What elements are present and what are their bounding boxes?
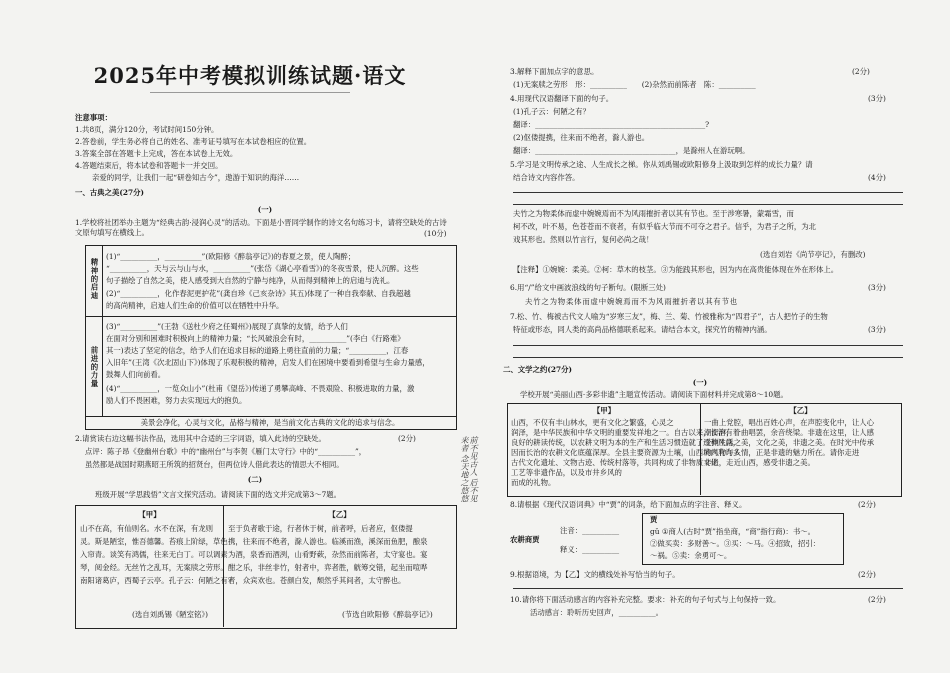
question-4: 4.用现代汉语翻译下面的句子。: [510, 94, 614, 103]
answer-line: [513, 345, 903, 346]
greeting: 亲爱的同学，让我们一起“研卷知古今”，遨游于知识的海洋……: [92, 173, 300, 182]
material-yi-line: 一曲上党腔，唱出百姓心声，在声腔变化中，让人心: [704, 418, 874, 427]
bing-line: 戏其形也。然则以竹言行，复何必尚之哉！: [513, 235, 654, 244]
note-item: 3.答案全部在答题卡上完成，答在本试卷上无效。: [75, 149, 238, 158]
question-5-score: (4分): [868, 173, 886, 182]
subsection-1: (一): [257, 205, 273, 214]
card-line: 入旧年”(王湾《次北固山下》)体现了乐观积极的精神，启发人们在困境中要看到希望与生命力量感，: [106, 358, 430, 367]
material-yi-line: 潮澎湃，一曲唱罢，余音绕梁。非遗在这里，让人感: [704, 428, 874, 437]
question-7-score: (3分): [868, 325, 886, 334]
dictionary-char: 贾: [650, 515, 658, 524]
bing-line: 柯不改，叶不易，色苍苍而不衰者，有似乎临大节而不可夺之君子。信乎，为君子之所，为北: [513, 222, 817, 231]
jia-line: 灵。斯是陋室，惟吾德馨。苔痕上阶绿，草色: [80, 537, 228, 546]
card-line: 鼓舞人们向前看。: [106, 370, 166, 379]
question-8-pinyin: 注音：__________: [560, 526, 620, 535]
material-jia-line: 润泽，是中华民族和中华文明的重要发祥地之一。自古以来，长治有着: [511, 428, 741, 437]
note-item: 1.共8页，满分120分，考试时间150分钟。: [75, 125, 219, 134]
dictionary-line: ②做买卖：多财善～。③买：～马。④招致，招引：: [650, 539, 820, 548]
question-8-score: (2分): [858, 500, 876, 509]
question-4-score: (3分): [868, 94, 886, 103]
bing-line: 夫竹之为物柔体而虚中婉婉焉而不为风雨摧折者以其有节也。至于涉寒暑，蒙霜雪，而: [513, 209, 794, 218]
answer-line: [513, 588, 903, 589]
jia-source: (选自刘禹锡《陋室铭》): [132, 610, 208, 619]
card-divider: [102, 245, 103, 416]
question-5: 5.学习是文明传承之途、人生成长之梯。你从刘禹锡或欧阳修身上汲取到怎样的成长力量？请: [510, 160, 813, 169]
card-line: 其一)表达了坚定的信念，给予人们在追求目标的道路上勇往直前的力量；“__________，江春: [106, 346, 409, 355]
question-10-line: 活动感言：聆听历史回声，__________。: [530, 608, 664, 617]
title-divider: [150, 92, 350, 93]
question-4a: (1)孔子云：何陋之有？: [513, 107, 590, 116]
card-line: (4)“__________，一览众山小”(杜甫《望岳》)传递了勇攀高峰、不畏艰险、积极进取的力量，激: [106, 384, 415, 393]
section-1-title: 一、古典之美(27分): [75, 188, 145, 197]
yi-line: 酣之乐，非丝非竹，射者中，弈者胜，觥筹交错，起坐而喧哗: [228, 563, 428, 572]
yi-line: 为酒，泉香而酒洌，山肴野蔌，杂然而前陈者，太守宴也。宴: [228, 550, 428, 559]
question-2-line: 虽然都是战国时期燕昭王所筑的招贤台，但两位诗人借此表达的情思大不相同。: [85, 460, 344, 469]
card-line: (2)“__________，化作春泥更护花”(龚自珍《己亥杂诗》其五)体现了一种自我奉献、自我超越: [106, 289, 411, 298]
question-5-cont: 结合诗文内容作答。: [513, 173, 580, 182]
activity-intro: 学校开展“美丽山西·多彩非遗”主题宣传活动。请阅读下面材料并完成第8～10题。: [520, 390, 788, 399]
question-6-sentence: 夫竹之为物柔体而虚中婉婉焉而不为风雨摧折者以其有节也: [525, 297, 738, 306]
jia-line: 南阳诸葛庐，西蜀子云亭。孔子云：何陋之有？: [80, 576, 236, 585]
material-jia-heading: 【甲】: [592, 406, 616, 415]
card-line: 句子描绘了自然之美，使人感受到大自然的宁静与纯净，从而得到精神上的启迪与洗礼。: [106, 276, 395, 285]
question-8: 8.请根据《现代汉语词典》中“贾”的词条，给下面加点的字注音、释义。: [510, 500, 747, 509]
question-2: 2.请赏读右边这幅书法作品，选用其中合适的三字词语，填入此诗的空缺处。: [75, 434, 326, 443]
material-jia-line: 工艺等非遗作品，以及市井乡风的: [511, 468, 622, 477]
material-jia-line: 因而长治的农耕文化底蕴深厚。全县主要资源为土壤，山西境内有许多: [511, 448, 741, 457]
question-7-cont: 特征或形态，同人类的高尚品格德联系起来。请结合本文，探究竹的精神内涵。: [513, 325, 772, 334]
exam-title: 2025年中考模拟训练试题·语文: [93, 63, 407, 88]
answer-line: [513, 204, 903, 205]
question-9-score: (2分): [858, 570, 876, 579]
card-label-bottom: 前进的力量: [90, 346, 99, 388]
jia-line: 入帘青。谈笑有鸿儒，往来无白丁。可以调素: [80, 550, 228, 559]
question-4b: (2)伛偻提携，往来而不绝者，滁人游也。: [513, 133, 650, 142]
answer-line: [513, 357, 903, 358]
material-jia-line: 古代文化遗址、文物古迹、传统村落等，共同构成了非物质文化: [511, 458, 718, 467]
material-yi-line: 非遗，走近山西，感受非遗之美。: [704, 458, 815, 467]
question-1-score: (10分): [424, 229, 447, 238]
card-label-top: 精神的启迪: [90, 258, 99, 300]
question-6-score: (3分): [868, 283, 886, 292]
yi-source: (节选自欧阳修《醉翁亭记》): [342, 610, 433, 619]
question-1: 1.学校将社团举办主题为“经典古韵·浸润心灵”的活动。下面是小晋同学制作的诗文名句练习卡，请将空缺处的古诗文原句填写在横线上。: [75, 218, 447, 237]
question-8-phrase: 农耕商贾: [510, 535, 540, 544]
annotation: 【注释】①婉婉：柔美。②柯：草木的枝茎。③为能践其形也，因为内在高贵能体现在外在形体上。: [513, 265, 839, 274]
yi-line: 至于负者歌于途，行者休于树，前者呼，后者应，伛偻提: [228, 524, 413, 533]
dictionary-line: ～祸。⑤卖：余勇可～。: [650, 551, 732, 560]
answer-line: [513, 192, 903, 193]
card-line: (3)“__________”(王勃《送杜少府之任蜀州》)展现了真挚的友情，给予人们: [106, 322, 348, 331]
calligraphy-image: 前不见古人 后不见来者 念天地之悠悠: [460, 436, 478, 503]
card-separator: [85, 316, 456, 317]
card-separator: [85, 416, 456, 417]
material-yi-heading: 【乙】: [789, 406, 812, 415]
card-line: 励人们不畏困难，努力去实现远大的抱负。: [106, 396, 247, 405]
material-yi-line: 的风物与人情，正是非遗的魅力所在。请你走进: [704, 448, 860, 457]
section-2-sub: (一): [692, 378, 708, 387]
question-3: 3.解释下面加点字的意思。: [510, 67, 599, 76]
jia-line: 山不在高，有仙则名。水不在深，有龙则: [80, 524, 214, 533]
question-8-meaning: 释义：__________: [560, 545, 620, 554]
notes-header: 注意事项：: [75, 113, 112, 122]
card-line: (1)“__________，__________”(欧阳修《醉翁亭记》)的春夏之景，使人陶醉；: [106, 252, 356, 261]
note-item: 2.答卷前，学生务必将自己的姓名、准考证号填写在本试卷相应的位置。: [75, 137, 312, 146]
jia-heading: 【甲】: [138, 510, 161, 519]
yi-line: 者，众宾欢也。苍颜白发，颓然乎其间者，太守醉也。: [228, 576, 406, 585]
card-line: 的高尚精神，启迪人们生命的价值可以在牺牲中升华。: [106, 301, 284, 310]
question-9: 9.根据语境，为【乙】文的横线处补写恰当的句子。: [510, 570, 680, 579]
note-item: 4.答题结束后，将本试卷和答题卡一并交回。: [75, 161, 223, 170]
question-7: 7.松、竹、梅被古代文人喻为“岁寒三友”，梅、兰、菊、竹被雅称为“四君子”，古人把竹子的生物: [510, 312, 828, 321]
dictionary-line: gǔ ①商人(古时“贾”指坐商，“商”指行商)：书～。: [650, 527, 815, 536]
material-jia-line: 山西，不仅有丰山林水，更有文化之繁盛，心灵之: [511, 418, 674, 427]
question-2-score: (2分): [398, 434, 416, 443]
material-jia-line: 良好的耕读传统，以农耕文明为本的生产和生活习惯造就了这种风尚，: [511, 438, 741, 447]
jia-line: 琴，阅金经。无丝竹之乱耳，无案牍之劳形。: [80, 563, 228, 572]
activity-2-intro: 班级开展“学思践悟”文言文探究活动。请阅读下面的选文并完成第3～7题。: [95, 490, 342, 499]
subsection-2: (二): [247, 475, 263, 484]
question-3-score: (2分): [852, 67, 870, 76]
card-line: “__________，天与云与山与水，__________”(张岱《湖心亭看雪》)的冬夜雪景，使人沉醉。这些: [106, 264, 419, 273]
material-jia-line: 而成的礼物。: [511, 478, 556, 487]
card-footer: 美景会净化，心灵与文化，品格与精神，是当前文化古典的文化的追求与信念。: [140, 418, 400, 427]
question-10-score: (2分): [868, 595, 886, 604]
yi-line: 携，往来而不绝者，滁人游也。临溪而渔，溪深而鱼肥，酿泉: [228, 537, 428, 546]
card-line: 在面对分别和困难时积极向上的精神力量；“长风破浪会有时，__________”(李白《行路难》: [106, 334, 405, 343]
section-2-title: 二、文学之约(27分): [503, 365, 573, 374]
question-10: 10.请你将下面活动感言的内容补充完整。要求：补充的句子句式与上句保持一致。: [510, 595, 781, 604]
question-4b-answer: 翻译：______________________________________，是滁州人在游玩啊。: [513, 146, 750, 155]
yi-heading: 【乙】: [328, 510, 351, 519]
question-3-line: (1)无案牍之劳形 形：__________ (2)杂然而前陈者 陈：__________: [513, 80, 756, 89]
material-yi-line: 受到生活之美，文化之美，非遗之美。在时光中传承: [704, 438, 874, 447]
bing-source: (选自刘岩《尚节亭记》，有删改): [760, 250, 866, 259]
question-2-line: 点评：陈子昂《登幽州台歌》中的“幽州台”与李贺《雁门太守行》中的“__________”，: [85, 447, 367, 456]
question-6: 6.用“/”给文中画波浪线的句子断句。(限断三处): [510, 283, 666, 292]
question-4a-answer: 翻译：______________________________________________?: [513, 120, 710, 129]
